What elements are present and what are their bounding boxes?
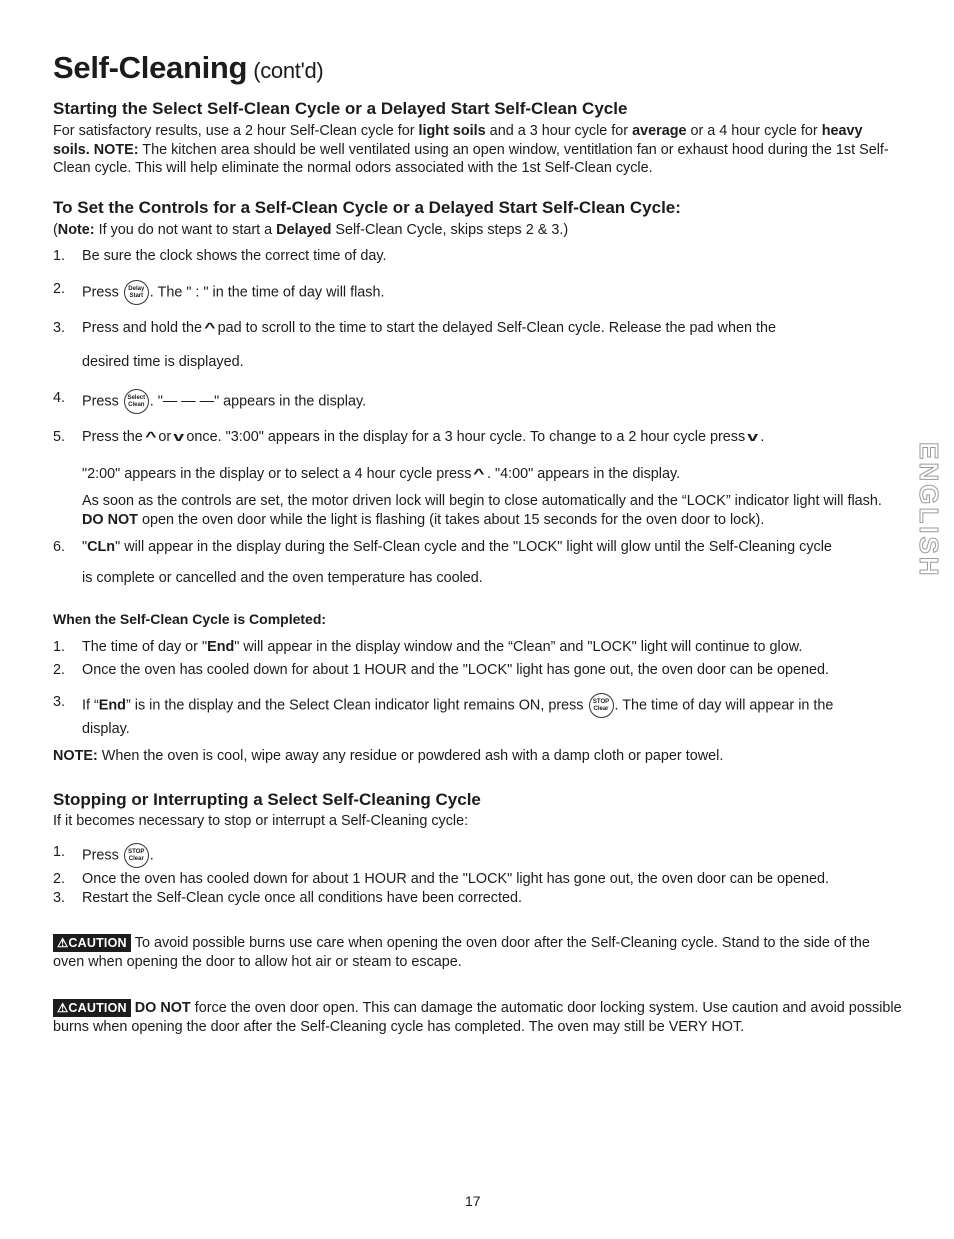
stop-clear-button-icon: STOP Clear: [589, 693, 614, 718]
caution-badge: ⚠CAUTION: [53, 999, 131, 1017]
section-heading-controls: To Set the Controls for a Self-Clean Cycle or a Delayed Start Self-Clean Cycle:: [53, 198, 681, 217]
delay-start-button-icon: Delay Start: [124, 280, 149, 305]
list-item-continuation: display.: [82, 721, 130, 737]
page-title: Self-Cleaning (cont'd): [53, 50, 324, 85]
down-arrow-icon: v: [173, 429, 185, 444]
down-arrow-icon: v: [747, 429, 759, 444]
controls-note: (Note: If you do not want to start a Delayed Self-Clean Cycle, skips steps 2 & 3.): [53, 222, 569, 238]
page-subtitle: (cont'd): [253, 58, 324, 83]
warning-triangle-icon: ⚠: [57, 936, 69, 950]
cooling-note: NOTE: When the oven is cool, wipe away any residue or powdered ash with a damp cloth or paper towel.: [53, 748, 724, 764]
page-number: 17: [465, 1193, 481, 1209]
stop-clear-button-icon: STOP Clear: [124, 843, 149, 868]
list-item-continuation: desired time is displayed.: [82, 354, 244, 370]
section-heading-start: Starting the Select Self-Clean Cycle or a Delayed Start Self-Clean Cycle: [53, 99, 628, 118]
up-arrow-icon: ^: [473, 466, 485, 481]
intro-paragraph: For satisfactory results, use a 2 hour Self-Clean cycle for light soils and a 3 hour cycle for average or a 4 hour cycle for heavy soils. NOTE: The kitchen area should be well ventilated using an open window, ventitlation fan or exhaust hood during the 1st Self-Clean cycle. This will help eliminate the normal odors associated with the 1st Self-Clean cycle.: [53, 123, 889, 176]
language-side-tab: ENGLISH: [914, 442, 944, 579]
section-heading-completed: When the Self-Clean Cycle is Completed:: [53, 611, 327, 627]
section-heading-stopping: Stopping or Interrupting a Select Self-Cleaning Cycle: [53, 790, 481, 809]
select-clean-button-icon: Select Clean: [124, 389, 149, 414]
list-item-continuation: As soon as the controls are set, the motor driven lock will begin to close automatically and the “LOCK” indicator light will flash. DO NOT open the oven door while the light is flashing (it takes about 15 seconds for the oven door to lock).: [82, 493, 882, 528]
caution-door-lock: ⚠CAUTION DO NOT force the oven door open. This can damage the automatic door locking system. Use caution and avoid possible burns when opening the door after the Self-Cleaning cycle has completed. The oven may still be VERY HOT.: [53, 1000, 902, 1035]
stopping-intro: If it becomes necessary to stop or interrupt a Self-Cleaning cycle:: [53, 813, 469, 829]
list-item-continuation: is complete or cancelled and the oven temperature has cooled.: [82, 570, 483, 586]
caution-burns: ⚠CAUTION To avoid possible burns use care when opening the oven door after the Self-Cleaning cycle. Stand to the side of the oven when opening the door to allow hot air or steam to escape.: [53, 935, 870, 970]
up-arrow-icon: ^: [144, 429, 157, 444]
warning-triangle-icon: ⚠: [57, 1001, 69, 1015]
up-arrow-icon: ^: [204, 320, 216, 335]
caution-badge: ⚠CAUTION: [53, 934, 131, 952]
list-item-continuation: "2:00" appears in the display or to select a 4 hour cycle press ^ . "4:00" appears in the display.: [82, 466, 681, 482]
